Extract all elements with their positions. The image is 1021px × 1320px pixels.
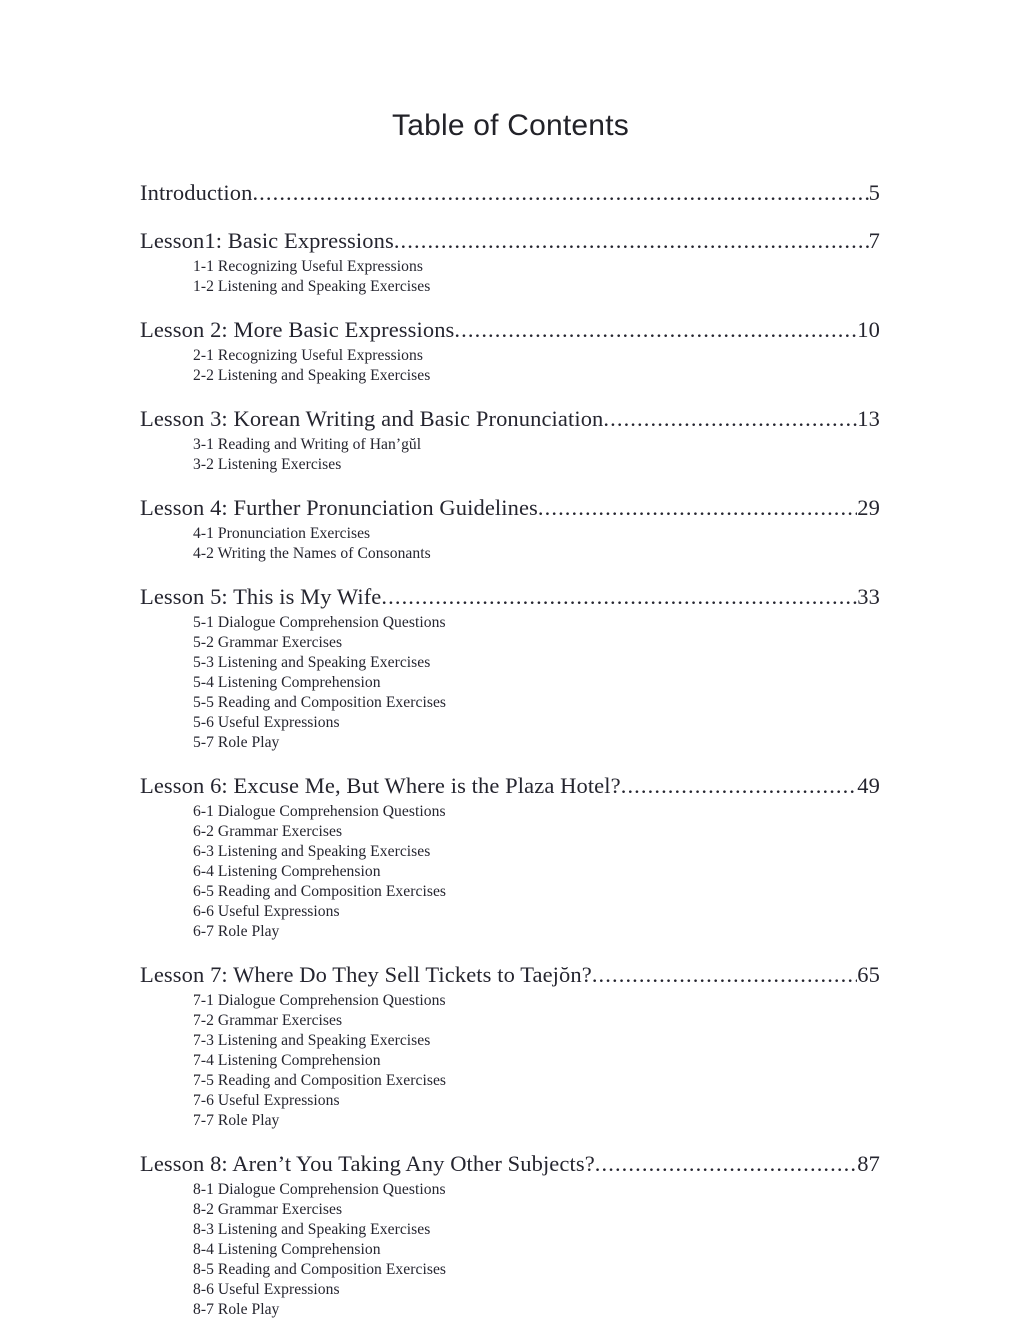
toc-subitem[interactable]: 5-4 Listening Comprehension bbox=[193, 674, 381, 691]
toc-subitem[interactable]: 2-2 Listening and Speaking Exercises bbox=[193, 367, 431, 384]
toc-section bbox=[140, 582, 880, 753]
toc-subitem[interactable]: 6-3 Listening and Speaking Exercises bbox=[193, 843, 431, 860]
toc-dot-leader bbox=[381, 586, 857, 609]
toc-page-number: 65 bbox=[857, 962, 880, 987]
toc-subitem[interactable]: 8-2 Grammar Exercises bbox=[193, 1201, 343, 1218]
toc-page-number: 33 bbox=[857, 584, 880, 609]
toc-subitem[interactable]: 8-5 Reading and Composition Exercises bbox=[193, 1261, 447, 1278]
toc-section bbox=[140, 404, 880, 475]
toc-page-number: 7 bbox=[868, 228, 880, 253]
toc-entry-title: Lesson 5: This is My Wife bbox=[140, 584, 382, 609]
toc-subitem[interactable]: 7-3 Listening and Speaking Exercises bbox=[193, 1032, 431, 1049]
toc-subitem[interactable]: 5-1 Dialogue Comprehension Questions bbox=[193, 614, 446, 631]
toc-section bbox=[140, 226, 880, 297]
toc-dot-leader bbox=[538, 497, 857, 520]
toc-entry[interactable] bbox=[140, 493, 880, 523]
toc-entry[interactable] bbox=[140, 1149, 880, 1179]
toc-subitem[interactable]: 6-2 Grammar Exercises bbox=[193, 823, 343, 840]
toc-dot-leader bbox=[394, 230, 869, 253]
toc-subitem[interactable]: 7-1 Dialogue Comprehension Questions bbox=[193, 992, 446, 1009]
toc-subitem[interactable]: 8-7 Role Play bbox=[193, 1301, 280, 1318]
toc-subitem[interactable]: 1-1 Recognizing Useful Expressions bbox=[193, 258, 423, 275]
toc-subitem[interactable]: 6-5 Reading and Composition Exercises bbox=[193, 883, 447, 900]
toc-subitem-list bbox=[140, 257, 880, 297]
toc-entry-title: Lesson 8: Aren’t You Taking Any Other Subjects? bbox=[140, 1151, 595, 1176]
toc-entry[interactable] bbox=[140, 960, 880, 990]
toc-subitem-list bbox=[140, 802, 880, 942]
toc-subitem[interactable]: 7-6 Useful Expressions bbox=[193, 1092, 340, 1109]
toc-page-number: 87 bbox=[857, 1151, 880, 1176]
toc-subitem[interactable]: 5-7 Role Play bbox=[193, 734, 280, 751]
toc-section bbox=[140, 771, 880, 942]
toc-entry[interactable] bbox=[140, 315, 880, 345]
toc-subitem[interactable]: 6-7 Role Play bbox=[193, 923, 280, 940]
toc-page-number: 10 bbox=[857, 317, 880, 342]
toc-dot-leader bbox=[454, 319, 857, 342]
toc-entry-title: Lesson 4: Further Pronunciation Guidelines bbox=[140, 495, 538, 520]
toc-subitem[interactable]: 7-7 Role Play bbox=[193, 1112, 280, 1129]
toc-dot-leader bbox=[603, 408, 857, 431]
toc-subitem[interactable]: 8-4 Listening Comprehension bbox=[193, 1241, 381, 1258]
toc-subitem-list bbox=[140, 1180, 880, 1320]
toc-dot-leader bbox=[252, 182, 868, 205]
toc-entry[interactable] bbox=[140, 771, 880, 801]
toc-page-number: 13 bbox=[857, 406, 880, 431]
toc-dot-leader bbox=[621, 775, 858, 798]
toc-entry-list bbox=[140, 178, 880, 1320]
toc-subitem-list bbox=[140, 346, 880, 386]
toc-subitem-list bbox=[140, 991, 880, 1131]
toc-subitem[interactable]: 8-6 Useful Expressions bbox=[193, 1281, 340, 1298]
toc-subitem[interactable]: 8-1 Dialogue Comprehension Questions bbox=[193, 1181, 446, 1198]
toc-dot-leader bbox=[592, 964, 857, 987]
toc-subitem[interactable]: 1-2 Listening and Speaking Exercises bbox=[193, 278, 431, 295]
toc-section bbox=[140, 960, 880, 1131]
toc-subitem[interactable]: 3-1 Reading and Writing of Han’gŭl bbox=[193, 436, 422, 453]
toc-entry-title: Introduction bbox=[140, 180, 253, 205]
toc-entry[interactable] bbox=[140, 404, 880, 434]
toc-entry-title: Lesson 2: More Basic Expressions bbox=[140, 317, 455, 342]
toc-subitem[interactable]: 4-2 Writing the Names of Consonants bbox=[193, 545, 431, 562]
toc-subitem[interactable]: 4-1 Pronunciation Exercises bbox=[193, 525, 371, 542]
toc-subitem[interactable]: 6-6 Useful Expressions bbox=[193, 903, 340, 920]
toc-subitem[interactable]: 3-2 Listening Exercises bbox=[193, 456, 342, 473]
page-title: Table of Contents bbox=[392, 109, 629, 143]
toc-page-number: 29 bbox=[857, 495, 880, 520]
toc-section bbox=[140, 315, 880, 386]
toc-entry-title: Lesson 3: Korean Writing and Basic Pronunciation bbox=[140, 406, 604, 431]
toc-entry-title: Lesson1: Basic Expressions bbox=[140, 228, 394, 253]
toc-subitem[interactable]: 7-2 Grammar Exercises bbox=[193, 1012, 343, 1029]
toc-subitem[interactable]: 7-5 Reading and Composition Exercises bbox=[193, 1072, 447, 1089]
toc-subitem[interactable]: 5-2 Grammar Exercises bbox=[193, 634, 343, 651]
toc-subitem[interactable]: 5-5 Reading and Composition Exercises bbox=[193, 694, 447, 711]
toc-page-number: 5 bbox=[868, 180, 880, 205]
toc-subitem-list bbox=[140, 613, 880, 753]
toc-entry[interactable] bbox=[140, 226, 880, 256]
toc-section bbox=[140, 178, 880, 208]
toc-subitem[interactable]: 6-4 Listening Comprehension bbox=[193, 863, 381, 880]
toc-dot-leader bbox=[595, 1153, 858, 1176]
toc-subitem[interactable]: 5-3 Listening and Speaking Exercises bbox=[193, 654, 431, 671]
toc-subitem[interactable]: 2-1 Recognizing Useful Expressions bbox=[193, 347, 423, 364]
toc-subitem[interactable]: 5-6 Useful Expressions bbox=[193, 714, 340, 731]
toc-page-number: 49 bbox=[857, 773, 880, 798]
toc-subitem[interactable]: 7-4 Listening Comprehension bbox=[193, 1052, 381, 1069]
toc-subitem-list bbox=[140, 435, 880, 475]
toc-entry-title: Lesson 6: Excuse Me, But Where is the Plaza Hotel? bbox=[140, 773, 621, 798]
toc-entry-title: Lesson 7: Where Do They Sell Tickets to Taejŏn? bbox=[140, 962, 592, 987]
toc-section bbox=[140, 493, 880, 564]
toc-subitem[interactable]: 8-3 Listening and Speaking Exercises bbox=[193, 1221, 431, 1238]
toc-entry[interactable] bbox=[140, 582, 880, 612]
toc-subitem[interactable]: 6-1 Dialogue Comprehension Questions bbox=[193, 803, 446, 820]
toc-entry[interactable] bbox=[140, 178, 880, 208]
toc-section bbox=[140, 1149, 880, 1320]
toc-subitem-list bbox=[140, 524, 880, 564]
